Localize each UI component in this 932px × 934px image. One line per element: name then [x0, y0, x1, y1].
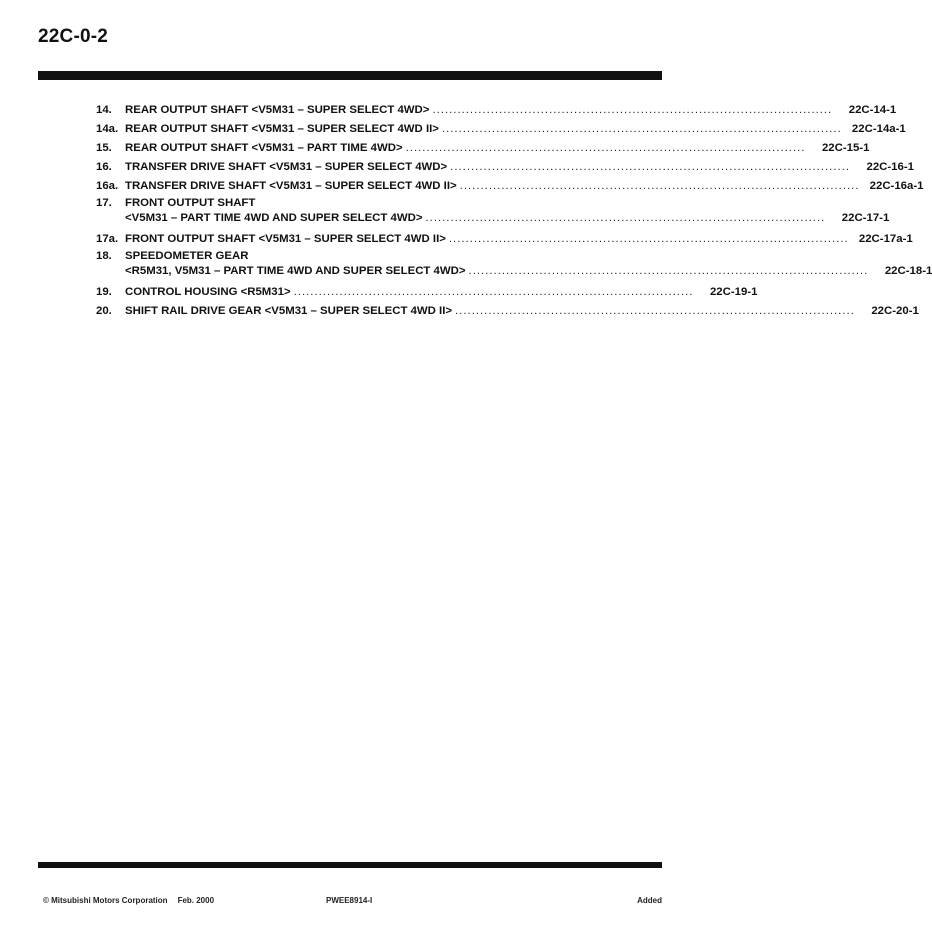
dot-leader: ................................................................................................	[468, 265, 869, 277]
toc-entry-number: 14a.	[96, 123, 119, 135]
toc-entry-page-ref: 22C-16-1	[866, 161, 914, 173]
footer-rule	[38, 862, 662, 868]
toc-entry-page-ref: 22C-18-1	[884, 265, 932, 277]
toc-entry-title: REAR OUTPUT SHAFT <V5M31 – SUPER SELECT 4WD II>	[125, 123, 439, 135]
toc-entry-number: 20.	[96, 305, 112, 317]
dot-leader: ................................................................................................	[425, 212, 826, 224]
dot-leader: ................................................................................................	[293, 286, 694, 298]
toc-entry-16a[interactable]	[96, 177, 924, 196]
dot-leader: ................................................................................................	[448, 233, 849, 245]
toc-entry-title: TRANSFER DRIVE SHAFT <V5M31 – SUPER SELECT 4WD>	[125, 161, 448, 173]
toc-entry-title: SHIFT RAIL DRIVE GEAR <V5M31 – SUPER SELECT 4WD II>	[125, 305, 453, 317]
toc-entry-page-ref: 22C-20-1	[871, 305, 919, 317]
toc-entry-number: 18.	[96, 250, 112, 262]
toc-entry-title: TRANSFER DRIVE SHAFT <V5M31 – SUPER SELECT 4WD II>	[125, 180, 457, 192]
toc-entry-title: <V5M31 – PART TIME 4WD AND SUPER SELECT 4WD>	[125, 212, 423, 224]
header-rule	[38, 71, 662, 80]
dot-leader: ................................................................................................	[405, 142, 806, 154]
toc-entry-page-ref: 22C-19-1	[709, 286, 758, 298]
toc-entry-page-ref: 22C-17-1	[841, 212, 890, 224]
toc-entry-number: 14.	[96, 104, 112, 116]
toc-entry-14a[interactable]	[96, 120, 906, 139]
toc-entry-number: 17a.	[96, 233, 119, 245]
revision-status: Added	[637, 896, 662, 905]
footer-date: Feb. 2000	[177, 896, 215, 905]
toc-entry-number: 16a.	[96, 180, 119, 192]
toc-entry-number: 15.	[96, 142, 112, 154]
copyright-text: © Mitsubishi Motors Corporation	[43, 896, 168, 905]
toc-entry-15[interactable]	[96, 139, 870, 158]
dot-leader: ................................................................................................	[432, 104, 833, 116]
toc-entry-title-line1: FRONT OUTPUT SHAFT	[125, 197, 256, 209]
dot-leader: ................................................................................................	[455, 305, 855, 317]
toc-entry-16[interactable]	[96, 158, 914, 177]
page-number: 22C-0-2	[38, 26, 109, 47]
toc-entry-number: 19.	[96, 286, 112, 298]
footer-left	[43, 896, 214, 905]
toc-entry-title: REAR OUTPUT SHAFT <V5M31 – SUPER SELECT 4WD>	[125, 104, 430, 116]
toc-entry-14[interactable]	[96, 101, 897, 120]
toc-entry-19[interactable]	[96, 283, 758, 302]
toc-entry-title: CONTROL HOUSING <R5M31>	[125, 286, 291, 298]
toc-entry-title: REAR OUTPUT SHAFT <V5M31 – PART TIME 4WD>	[125, 142, 403, 154]
toc-entry-20[interactable]	[96, 302, 919, 321]
dot-leader: ................................................................................................	[459, 180, 860, 192]
toc-entry-17a[interactable]	[96, 230, 913, 249]
toc-entry-title: <R5M31, V5M31 – PART TIME 4WD AND SUPER SELECT 4WD>	[125, 265, 466, 277]
toc-entry-number: 16.	[96, 161, 112, 173]
toc-entry-title: FRONT OUTPUT SHAFT <V5M31 – SUPER SELECT 4WD II>	[125, 233, 446, 245]
toc-entry-page-ref: 22C-15-1	[821, 142, 870, 154]
toc-entry-title-line1: SPEEDOMETER GEAR	[125, 250, 249, 262]
toc-entry-page-ref: 22C-14-1	[848, 104, 897, 116]
dot-leader: ................................................................................................	[441, 123, 842, 135]
toc-entry-page-ref: 22C-16a-1	[869, 180, 924, 192]
toc-entry-page-ref: 22C-14a-1	[851, 123, 906, 135]
toc-entry-page-ref: 22C-17a-1	[858, 233, 913, 245]
dot-leader: ................................................................................................	[450, 161, 850, 173]
toc-entry-number: 17.	[96, 197, 112, 209]
toc-entry-18[interactable]	[96, 249, 932, 279]
document-code: PWEE8914-I	[326, 896, 373, 905]
table-of-contents	[96, 101, 932, 321]
toc-entry-17[interactable]	[96, 196, 890, 226]
